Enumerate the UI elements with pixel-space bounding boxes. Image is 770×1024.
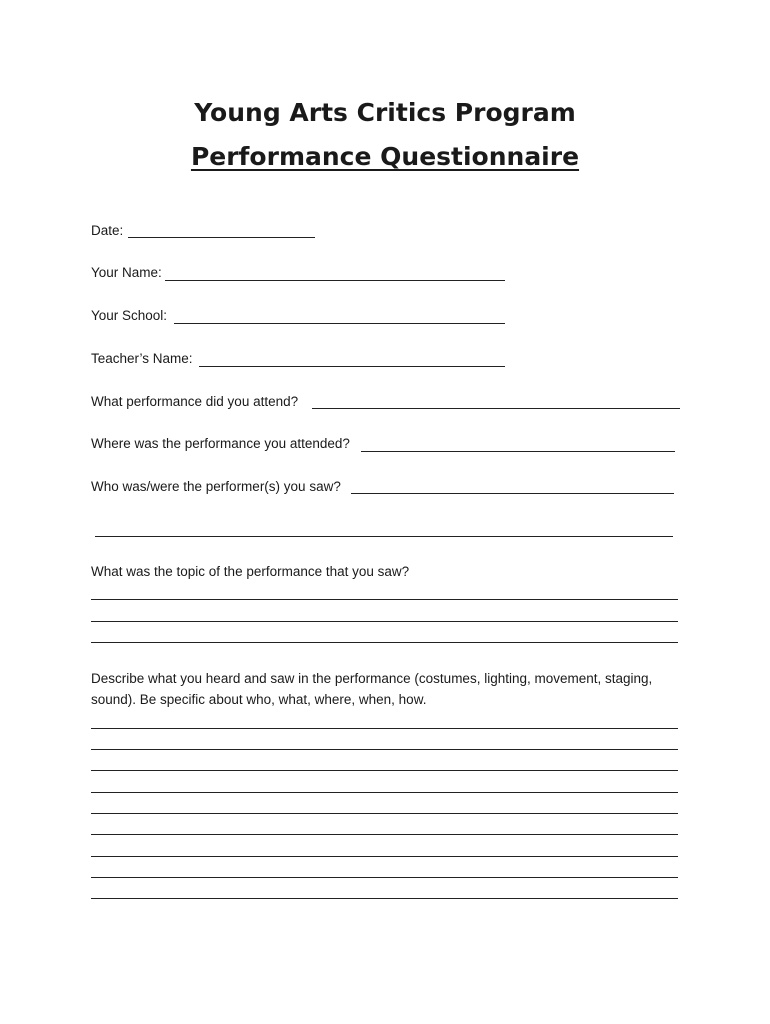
performance-attended-field[interactable]: [312, 408, 680, 409]
teachers-name-label: Teacher’s Name:: [91, 351, 193, 366]
topic-answer-line-1[interactable]: [91, 599, 678, 600]
your-name-label: Your Name:: [91, 265, 162, 280]
describe-answer-line-1[interactable]: [91, 728, 678, 729]
performers-label: Who was/were the performer(s) you saw?: [91, 479, 341, 494]
date-field[interactable]: [128, 237, 315, 238]
performance-attended-label: What performance did you attend?: [91, 394, 299, 409]
topic-answer-line-2[interactable]: [91, 621, 678, 622]
describe-answer-line-2[interactable]: [91, 749, 678, 750]
your-school-label: Your School:: [91, 308, 168, 323]
performance-location-field[interactable]: [361, 451, 675, 452]
your-school-field[interactable]: [174, 323, 505, 324]
describe-answer-line-6[interactable]: [91, 834, 678, 835]
date-label: Date:: [91, 223, 124, 238]
describe-answer-line-8[interactable]: [91, 877, 678, 878]
teachers-name-field[interactable]: [199, 366, 505, 367]
questionnaire-title: Performance Questionnaire: [190, 142, 580, 171]
describe-answer-line-4[interactable]: [91, 792, 678, 793]
describe-answer-line-5[interactable]: [91, 813, 678, 814]
program-title: Young Arts Critics Program: [194, 98, 576, 127]
topic-label: What was the topic of the performance that you saw?: [91, 564, 410, 579]
performers-field[interactable]: [351, 493, 674, 494]
describe-label: Describe what you heard and saw in the performance (costumes, lighting, movement, staging, sound). Be specific about who, what, where, when, how.: [91, 671, 653, 707]
describe-answer-line-7[interactable]: [91, 856, 678, 857]
describe-answer-line-9[interactable]: [91, 898, 678, 899]
topic-answer-line-3[interactable]: [91, 642, 678, 643]
performers-field-line-2[interactable]: [95, 536, 673, 537]
describe-answer-line-3[interactable]: [91, 770, 678, 771]
your-name-field[interactable]: [165, 280, 505, 281]
performance-location-label: Where was the performance you attended?: [91, 436, 350, 451]
